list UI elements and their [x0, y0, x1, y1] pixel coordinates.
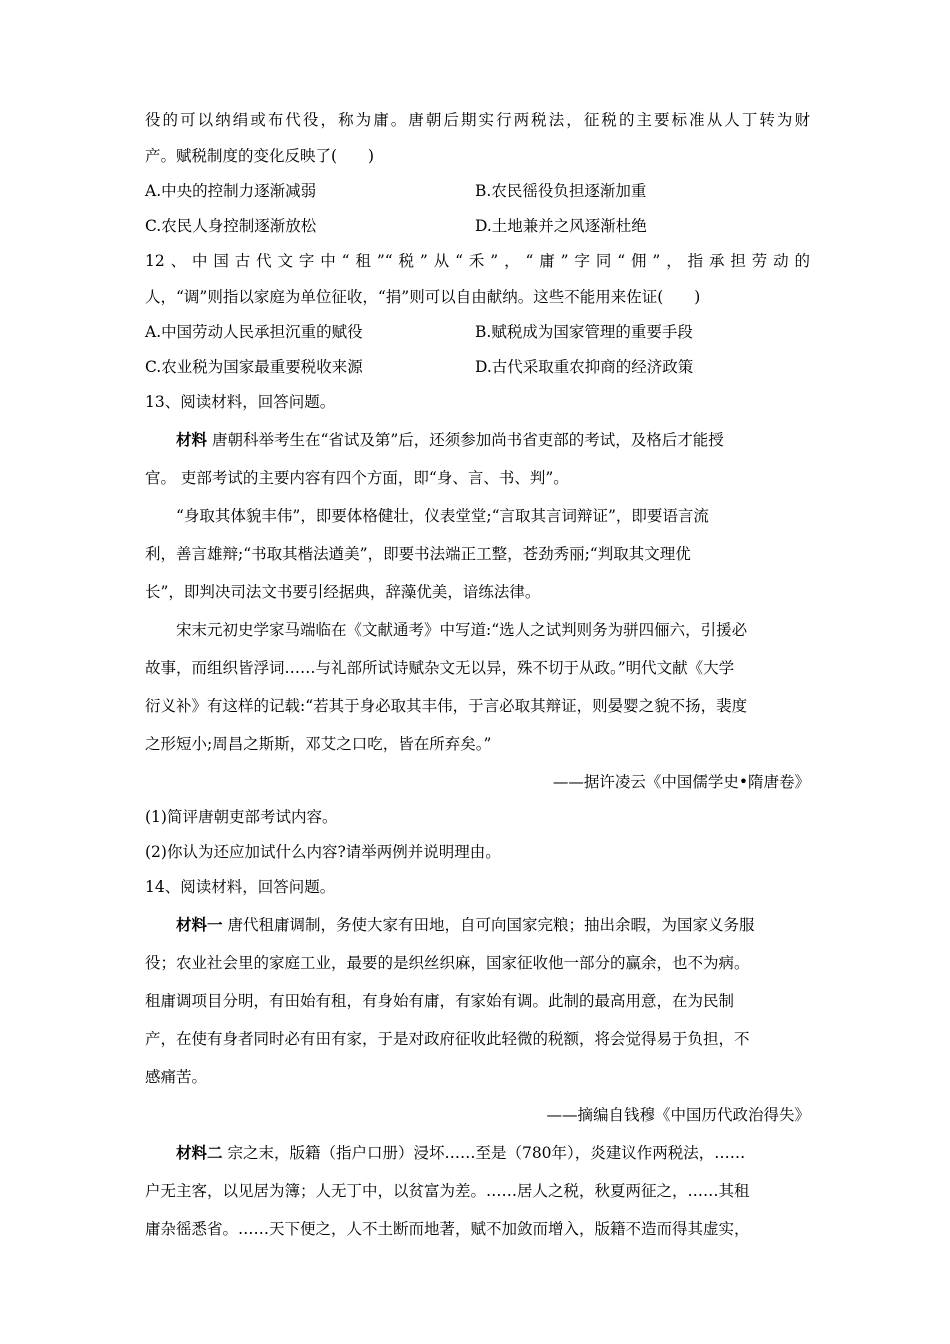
q13-p1-line-2: 官。 吏部考试的主要内容有四个方面，即“身、言、书、判”。: [145, 469, 569, 487]
q13-material-label: 材料: [176, 430, 208, 449]
q13-p3-line-3: 衍义补》有这样的记载:“若其于身必取其丰伟，于言必取其辩证，则晏婴之貌不扬，裴度: [145, 697, 748, 715]
q13-sub-question-2: (2)你认为还应加试什么内容?请举两例并说明理由。: [145, 843, 501, 861]
q12-line-2: 人，“调”则指以家庭为单位征收，“捐”则可以自由献纳。这些不能用来佐证( ): [145, 288, 701, 306]
q14-m1-line-1: [145, 915, 810, 935]
document-page: [145, 110, 810, 1239]
q14-heading: 14、阅读材料，回答问题。: [145, 878, 336, 896]
q13-heading: 13、阅读材料，回答问题。: [145, 393, 336, 411]
q14-m1-source: ——摘编自钱穆《中国历代政治得失》: [546, 1106, 810, 1124]
q14-m1-text-1: 唐代租庸调制，务使大家有田地，自可向国家完粮；抽出余暇，为国家义务服: [227, 916, 755, 934]
q11-option-b: B.农民徭役负担逐渐加重: [475, 182, 647, 200]
q13-source: ——据许凌云《中国儒学史•隋唐卷》: [552, 773, 810, 791]
q14-m1-line-3: 租庸调项目分明，有田始有租，有身始有庸，有家始有调。此制的最高用意，在为民制: [145, 992, 735, 1010]
q12-option-a: A.中国劳动人民承担沉重的赋役: [145, 323, 363, 341]
q14-m2-line-2: 户无主客，以见居为簿；人无丁中，以贫富为差。……居人之税，秋夏两征之，……其租: [145, 1182, 750, 1200]
q11-line-1: 役的可以纳绢或布代役，称为庸。唐朝后期实行两税法，征税的主要标准从人丁转为财: [145, 111, 810, 129]
q13-p3-line-1: 宋末元初史学家马端临在《文献通考》中写道:“选人之试判则务为骈四俪六，引援必: [176, 621, 748, 639]
q13-p2-line-3: 长”，即判决司法文书要引经据典，辞藻优美，谙练法律。: [145, 583, 541, 601]
q14-m2-label: 材料二: [176, 1143, 223, 1162]
q12-option-d: D.古代采取重农抑商的经济政策: [475, 358, 694, 376]
q13-sub-question-1: (1)简评唐朝吏部考试内容。: [145, 808, 338, 826]
q13-p2-line-2: 利，善言雄辩;“书取其楷法遒美”，即要书法端正工整，苍劲秀丽;“判取其文理优: [145, 545, 691, 563]
q11-line-2: 产。赋税制度的变化反映了( ): [145, 147, 375, 165]
q11-options-row-2: [145, 216, 810, 236]
q11-option-a: A.中央的控制力逐渐减弱: [145, 182, 317, 200]
q14-m1-line-4: 产，在使有身者同时必有田有家，于是对政府征收此轻微的税额，将会觉得易于负担，不: [145, 1030, 750, 1048]
q12-option-c: C.农业税为国家最重要税收来源: [145, 358, 363, 376]
q11-options-row-1: [145, 181, 810, 201]
q13-p3-line-4: 之形短小;周昌之斯斯，邓艾之口吃，皆在所弃矣。”: [145, 735, 492, 753]
q13-p3-line-2: 故事，而组织皆浮词……与礼部所试诗赋杂文无以异，殊不切于从政。”明代文献《大学: [145, 659, 735, 677]
q12-options-row-1: [145, 322, 810, 342]
q12-option-b: B.赋税成为国家管理的重要手段: [475, 323, 693, 341]
q14-m2-text-1: 宗之末，版籍（指户口册）浸坏……至是（780年），炎建议作两税法，……: [227, 1144, 746, 1162]
q14-m1-line-2: 役；农业社会里的家庭工业，最要的是织丝织麻，国家征收他一部分的赢余，也不为病。: [145, 954, 750, 972]
q14-m1-label: 材料一: [176, 915, 223, 934]
q13-p1-line-1: 唐朝科举考生在“省试及第”后，还须参加尚书省吏部的考试，及格后才能授: [211, 431, 724, 449]
q11-option-c: C.农民人身控制逐渐放松: [145, 217, 317, 235]
q14-m2-line-1: [145, 1143, 810, 1163]
q13-material-line-1: [145, 430, 810, 450]
q14-m2-line-3: 庸杂徭悉省。……天下便之，人不土断而地著，赋不加敛而增入，版籍不造而得其虚实，: [145, 1220, 750, 1238]
q12-line-1: 12、中国古代文字中“租”“税”从“禾”，“庸”字同“佣”，指承担劳动的: [145, 252, 810, 270]
q11-option-d: D.土地兼并之风逐渐杜绝: [475, 217, 647, 235]
q14-m1-line-5: 感痛苦。: [145, 1068, 208, 1086]
q12-options-row-2: [145, 357, 810, 377]
q13-p2-line-1: “身取其体貌丰伟”，即要体格健壮，仪表堂堂;“言取其言词辩证”，即要语言流: [176, 507, 709, 525]
